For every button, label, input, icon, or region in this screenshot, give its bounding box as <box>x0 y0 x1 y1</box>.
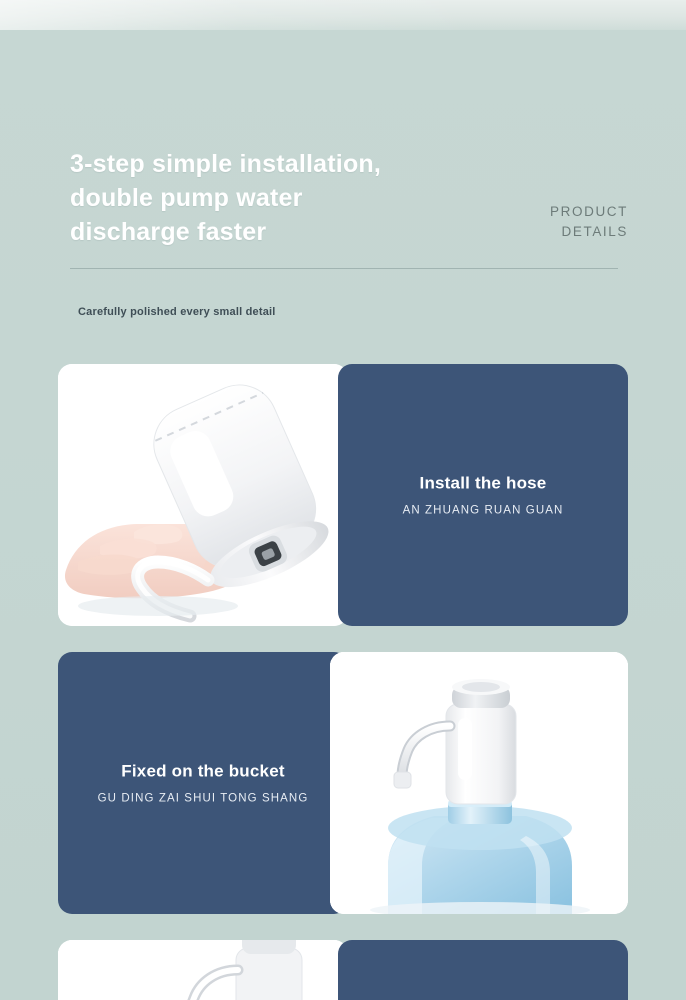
product-details-line-2: DETAILS <box>561 224 628 239</box>
step-2-title: Fixed on the bucket <box>121 761 285 781</box>
step-1-title: Install the hose <box>419 473 547 493</box>
dispenser-pouring-water-illustration <box>58 940 348 1000</box>
step-2-photo <box>330 652 628 914</box>
headline-line-2: double pump water <box>70 184 303 212</box>
headline-line-3: discharge faster <box>70 218 267 246</box>
product-details-line-1: PRODUCT <box>550 204 628 219</box>
header-divider <box>70 268 618 269</box>
step-2-text-card <box>58 652 348 914</box>
sub-caption: Carefully polished every small detail <box>78 306 276 318</box>
step-3-photo <box>58 940 348 1000</box>
step-1-photo <box>58 364 348 626</box>
page-headline <box>70 147 470 249</box>
hand-holding-water-dispenser-with-hose-illustration <box>58 364 348 626</box>
headline-line-1: 3-step simple installation, <box>70 150 382 178</box>
top-light-band <box>0 0 686 30</box>
step-2-pinyin: GU DING ZAI SHUI TONG SHANG <box>97 792 309 805</box>
step-3-text-card <box>338 940 628 1000</box>
step-1-pinyin: AN ZHUANG RUAN GUAN <box>402 504 564 517</box>
product-details-label <box>508 202 628 242</box>
dispenser-mounted-on-water-bottle-illustration <box>330 652 628 914</box>
step-1-text-card <box>338 364 628 626</box>
